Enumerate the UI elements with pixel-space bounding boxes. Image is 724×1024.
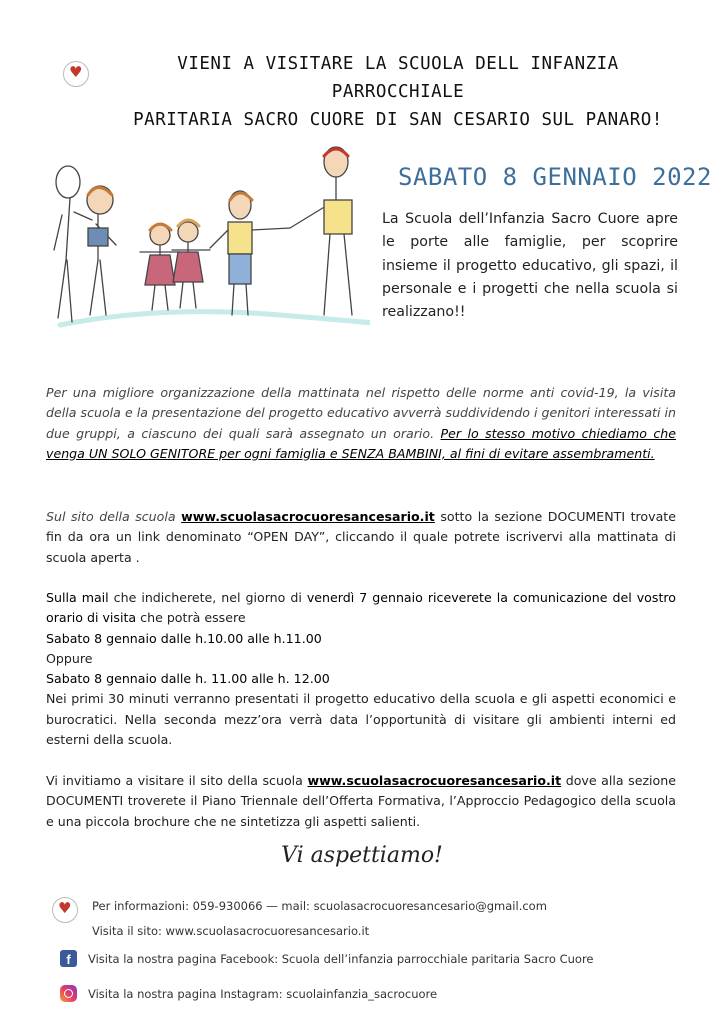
schedule-mail-label: Sulla mail	[46, 590, 109, 605]
contact-info: Per informazioni: 059-930066 — mail: scuolasacrocuoresancesario@gmail.com	[92, 899, 547, 913]
schedule-date-notice: venerdì 7 gennaio riceverete la comunicazione del vostro orario di visita	[46, 590, 676, 626]
closing-greeting: Vi aspettiamo!	[281, 843, 443, 868]
instagram-info[interactable]: Visita la nostra pagina Instagram: scuolainfanzia_sacrocuore	[88, 987, 438, 1001]
facebook-info[interactable]: Visita la nostra pagina Facebook: Scuola dell’infanzia parrocchiale paritaria Sacro Cuore	[88, 952, 594, 966]
invite-website-link[interactable]: www.scuolasacrocuoresancesario.it	[307, 773, 562, 788]
visit-details: Nei primi 30 minuti verranno presentati il progetto educativo della scuola e gli aspetti economici e burocratici. Nella seconda mezz’ora verrà data l’opportunità di visitare gli ambienti interni ed esterni della scuola.	[46, 691, 676, 748]
children-drawing-illustration	[40, 140, 370, 340]
page-title	[108, 50, 688, 134]
instagram-icon[interactable]	[60, 985, 77, 1002]
invite-text-before: Vi invitiamo a visitare il sito della scuola	[46, 773, 308, 788]
website-info[interactable]: Visita il sito: www.scuolasacrocuoresancesario.it	[92, 924, 370, 938]
schedule-text-1: che indicherete, nel giorno di	[108, 590, 307, 605]
time-slot-2: Sabato 8 gennaio dalle h. 11.00 alle h. 12.00	[46, 671, 330, 687]
school-website-link[interactable]: www.scuolasacrocuoresancesario.it	[181, 509, 435, 524]
organization-text: Per una migliore organizzazione della mattinata nel rispetto delle norme anti covid-19, la visita della scuola e la presentazione del progetto educativo avverrà suddividendo i genitori interessati in due gruppi, a ciascuno dei quali sarà assegnato un orario.	[46, 385, 676, 441]
schedule-text-2: che potrà essere	[136, 610, 246, 626]
title-line-2: PARITARIA SACRO CUORE DI SAN CESARIO SUL PANARO!	[133, 110, 663, 130]
event-date-heading: SABATO 8 GENNAIO 2022	[398, 163, 712, 191]
organization-section	[46, 383, 676, 464]
website-text-after: sotto la sezione DOCUMENTI trovate fin da ora un link denominato “OPEN DAY”, cliccando il quale potrete iscrivervi alla mattinata di scuola aperta .	[46, 509, 676, 565]
invitation-section	[46, 771, 676, 832]
website-section	[46, 507, 676, 568]
intro-text	[382, 208, 678, 324]
school-logo-icon	[63, 61, 89, 87]
facebook-icon[interactable]: f	[60, 950, 77, 967]
single-parent-notice: Per lo stesso motivo chiediamo che venga UN SOLO GENITORE per ogni famiglia e SENZA BAMBINI, al fini di evitare assembramenti.	[46, 425, 676, 461]
intro-paragraph: La Scuola dell’Infanzia Sacro Cuore apre le porte alle famiglie, per scoprire insieme il progetto educativo, gli spazi, il personale e i progetti che nella scuola si realizzano!!	[382, 211, 678, 321]
schedule-section	[46, 588, 676, 750]
time-slot-1: Sabato 8 gennaio dalle h.10.00 alle h.11.00	[46, 630, 322, 646]
website-text-before: Sul sito della scuola	[46, 509, 182, 524]
school-logo-small-icon	[52, 897, 78, 923]
oppure-label: Oppure	[46, 650, 93, 666]
invite-text-after: dove alla sezione DOCUMENTI troverete il Piano Triennale dell’Offerta Formativa, l’Approccio Pedagogico della scuola e una piccola brochure che ne sintetizza gli aspetti salienti.	[46, 773, 676, 829]
title-line-1: VIENI A VISITARE LA SCUOLA DELL INFANZIA PARROCCHIALE	[177, 54, 619, 102]
